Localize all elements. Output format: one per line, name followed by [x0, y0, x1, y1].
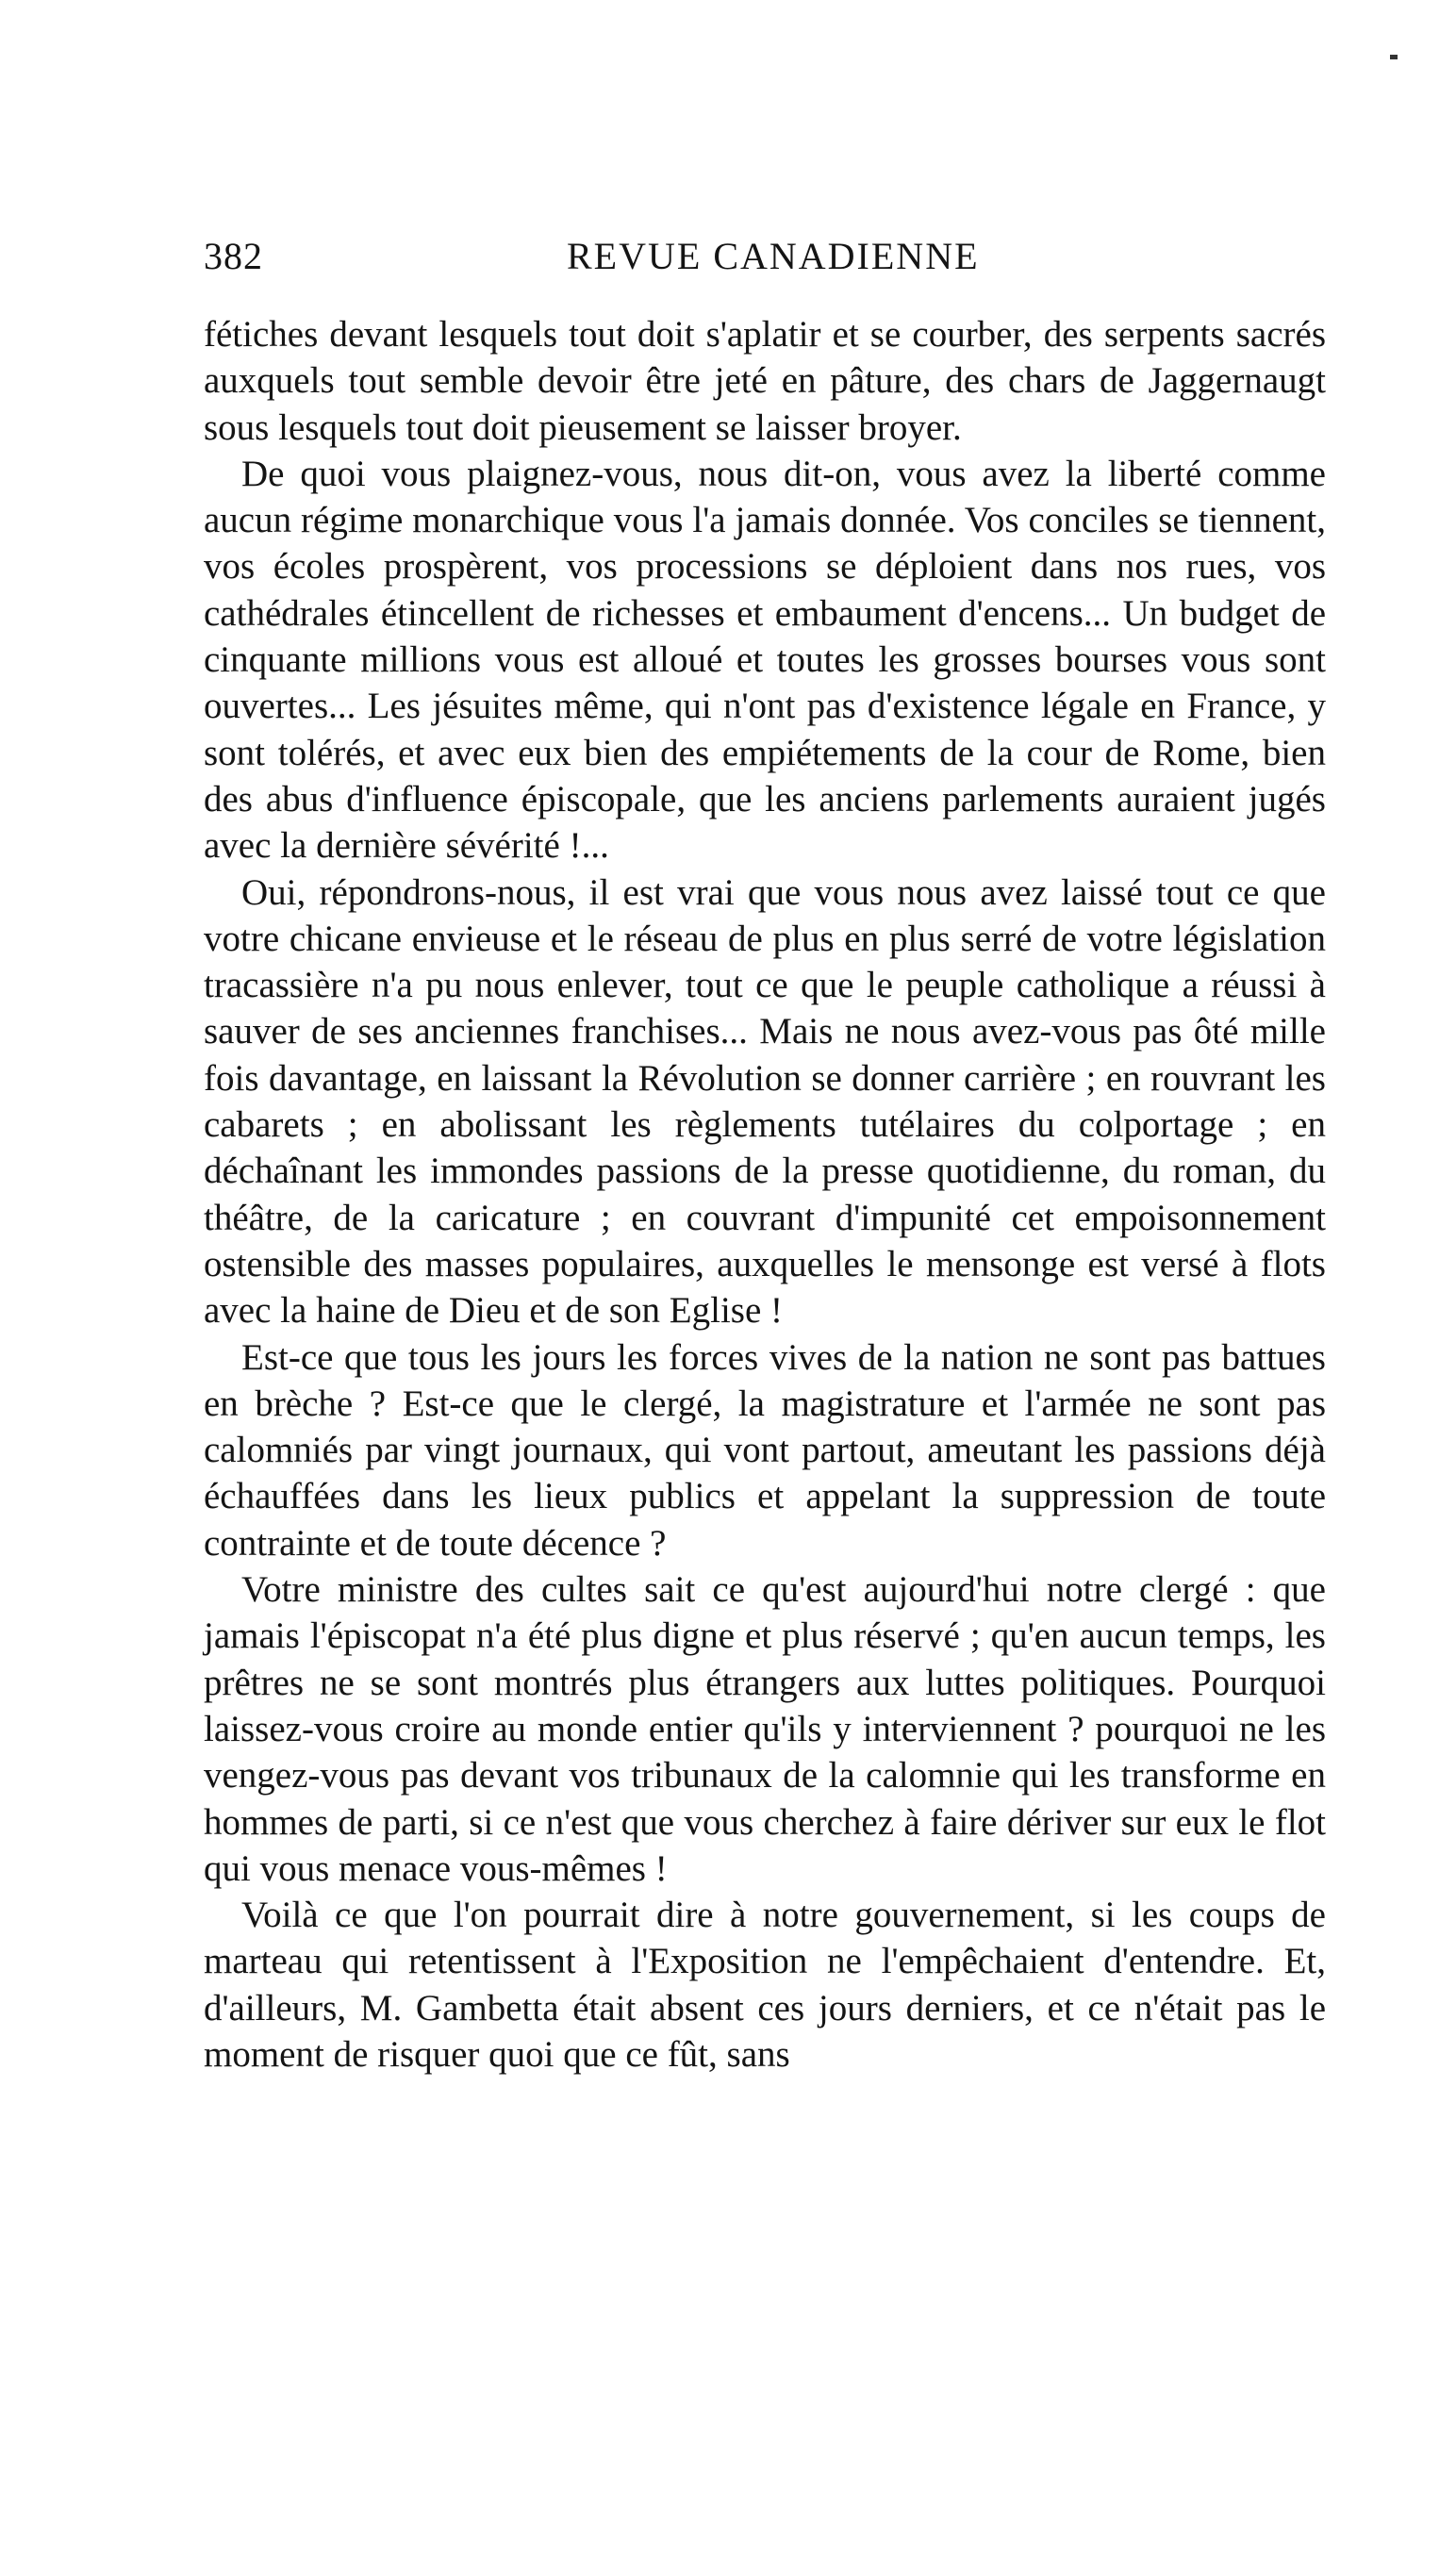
- running-title: REVUE CANADIENNE: [567, 235, 980, 277]
- running-header: [204, 234, 1326, 290]
- paragraph-continuation: fétiches devant lesquels tout doit s'aplatir et se courber, des serpents sacrés auxquels tout semble devoir être jeté en pâture, des chars de Jaggernaugt sous lesquels tout doit pieusement se laisser broyer.: [204, 314, 1326, 448]
- paragraph: De quoi vous plaignez-vous, nous dit-on, vous avez la liberté comme aucun régime monarchique vous l'a jamais donnée. Vos conciles se tiennent, vos écoles prospèrent, vos processions se déploient dans nos rues, vos cathédrales étincellent de richesses et embaument d'encens... Un budget de cinquante millions vous est alloué et toutes les grosses bourses vous sont ouvertes... Les jésuites même, qui n'ont pas d'existence légale en France, y sont tolérés, et avec eux bien des empiétements de la cour de Rome, bien des abus d'influence épiscopale, que les anciens parlements auraient jugés avec la dernière sévérité !...: [204, 453, 1326, 867]
- paragraph: Votre ministre des cultes sait ce qu'est aujourd'hui notre clergé : que jamais l'épiscopat n'a été plus digne et plus réservé ; qu'en aucun temps, les prêtres ne se sont montrés plus étrangers aux luttes politiques. Pourquoi laissez-vous croire au monde entier qu'ils y interviennent ? pourquoi ne les vengez-vous pas devant vos tribunaux de la calomnie qui les transforme en hommes de parti, si ce n'est que vous cherchez à faire dériver sur eux le flot qui vous menace vous-mêmes !: [204, 1569, 1326, 1889]
- print-speck: [1390, 55, 1398, 59]
- paragraph: Voilà ce que l'on pourrait dire à notre gouvernement, si les coups de marteau qui retentissent à l'Exposition ne l'empêchaient d'entendre. Et, d'ailleurs, M. Gambetta était absent ces jours derniers, et ce n'était pas le moment de risquer quoi que ce fût, sans: [204, 1895, 1326, 2075]
- body-text: [204, 311, 1326, 2078]
- page-number: 382: [204, 235, 263, 277]
- paragraph: Est-ce que tous les jours les forces vives de la nation ne sont pas battues en brèche ? Est-ce que le clergé, la magistrature et l'armée ne sont pas calomniés par vingt journaux, qui vont partout, ameutant les passions déjà échauffées dans les lieux publics et appelant la suppression de toute contrainte et de toute décence ?: [204, 1336, 1326, 1564]
- paragraph: Oui, répondrons-nous, il est vrai que vous nous avez laissé tout ce que votre chicane envieuse et le réseau de plus en plus serré de votre législation tracassière n'a pu nous enlever, tout ce que le peuple catholique a réussi à sauver de ses anciennes franchises... Mais ne nous avez-vous pas ôté mille fois davantage, en laissant la Révolution se donner carrière ; en rouvrant les cabarets ; en abolissant les règlements tutélaires du colportage ; en déchaînant les immondes passions de la presse quotidienne, du roman, du théâtre, de la caricature ; en couvrant d'impunité cet empoisonnement ostensible des masses populaires, auxquelles le mensonge est versé à flots avec la haine de Dieu et de son Eglise !: [204, 871, 1326, 1332]
